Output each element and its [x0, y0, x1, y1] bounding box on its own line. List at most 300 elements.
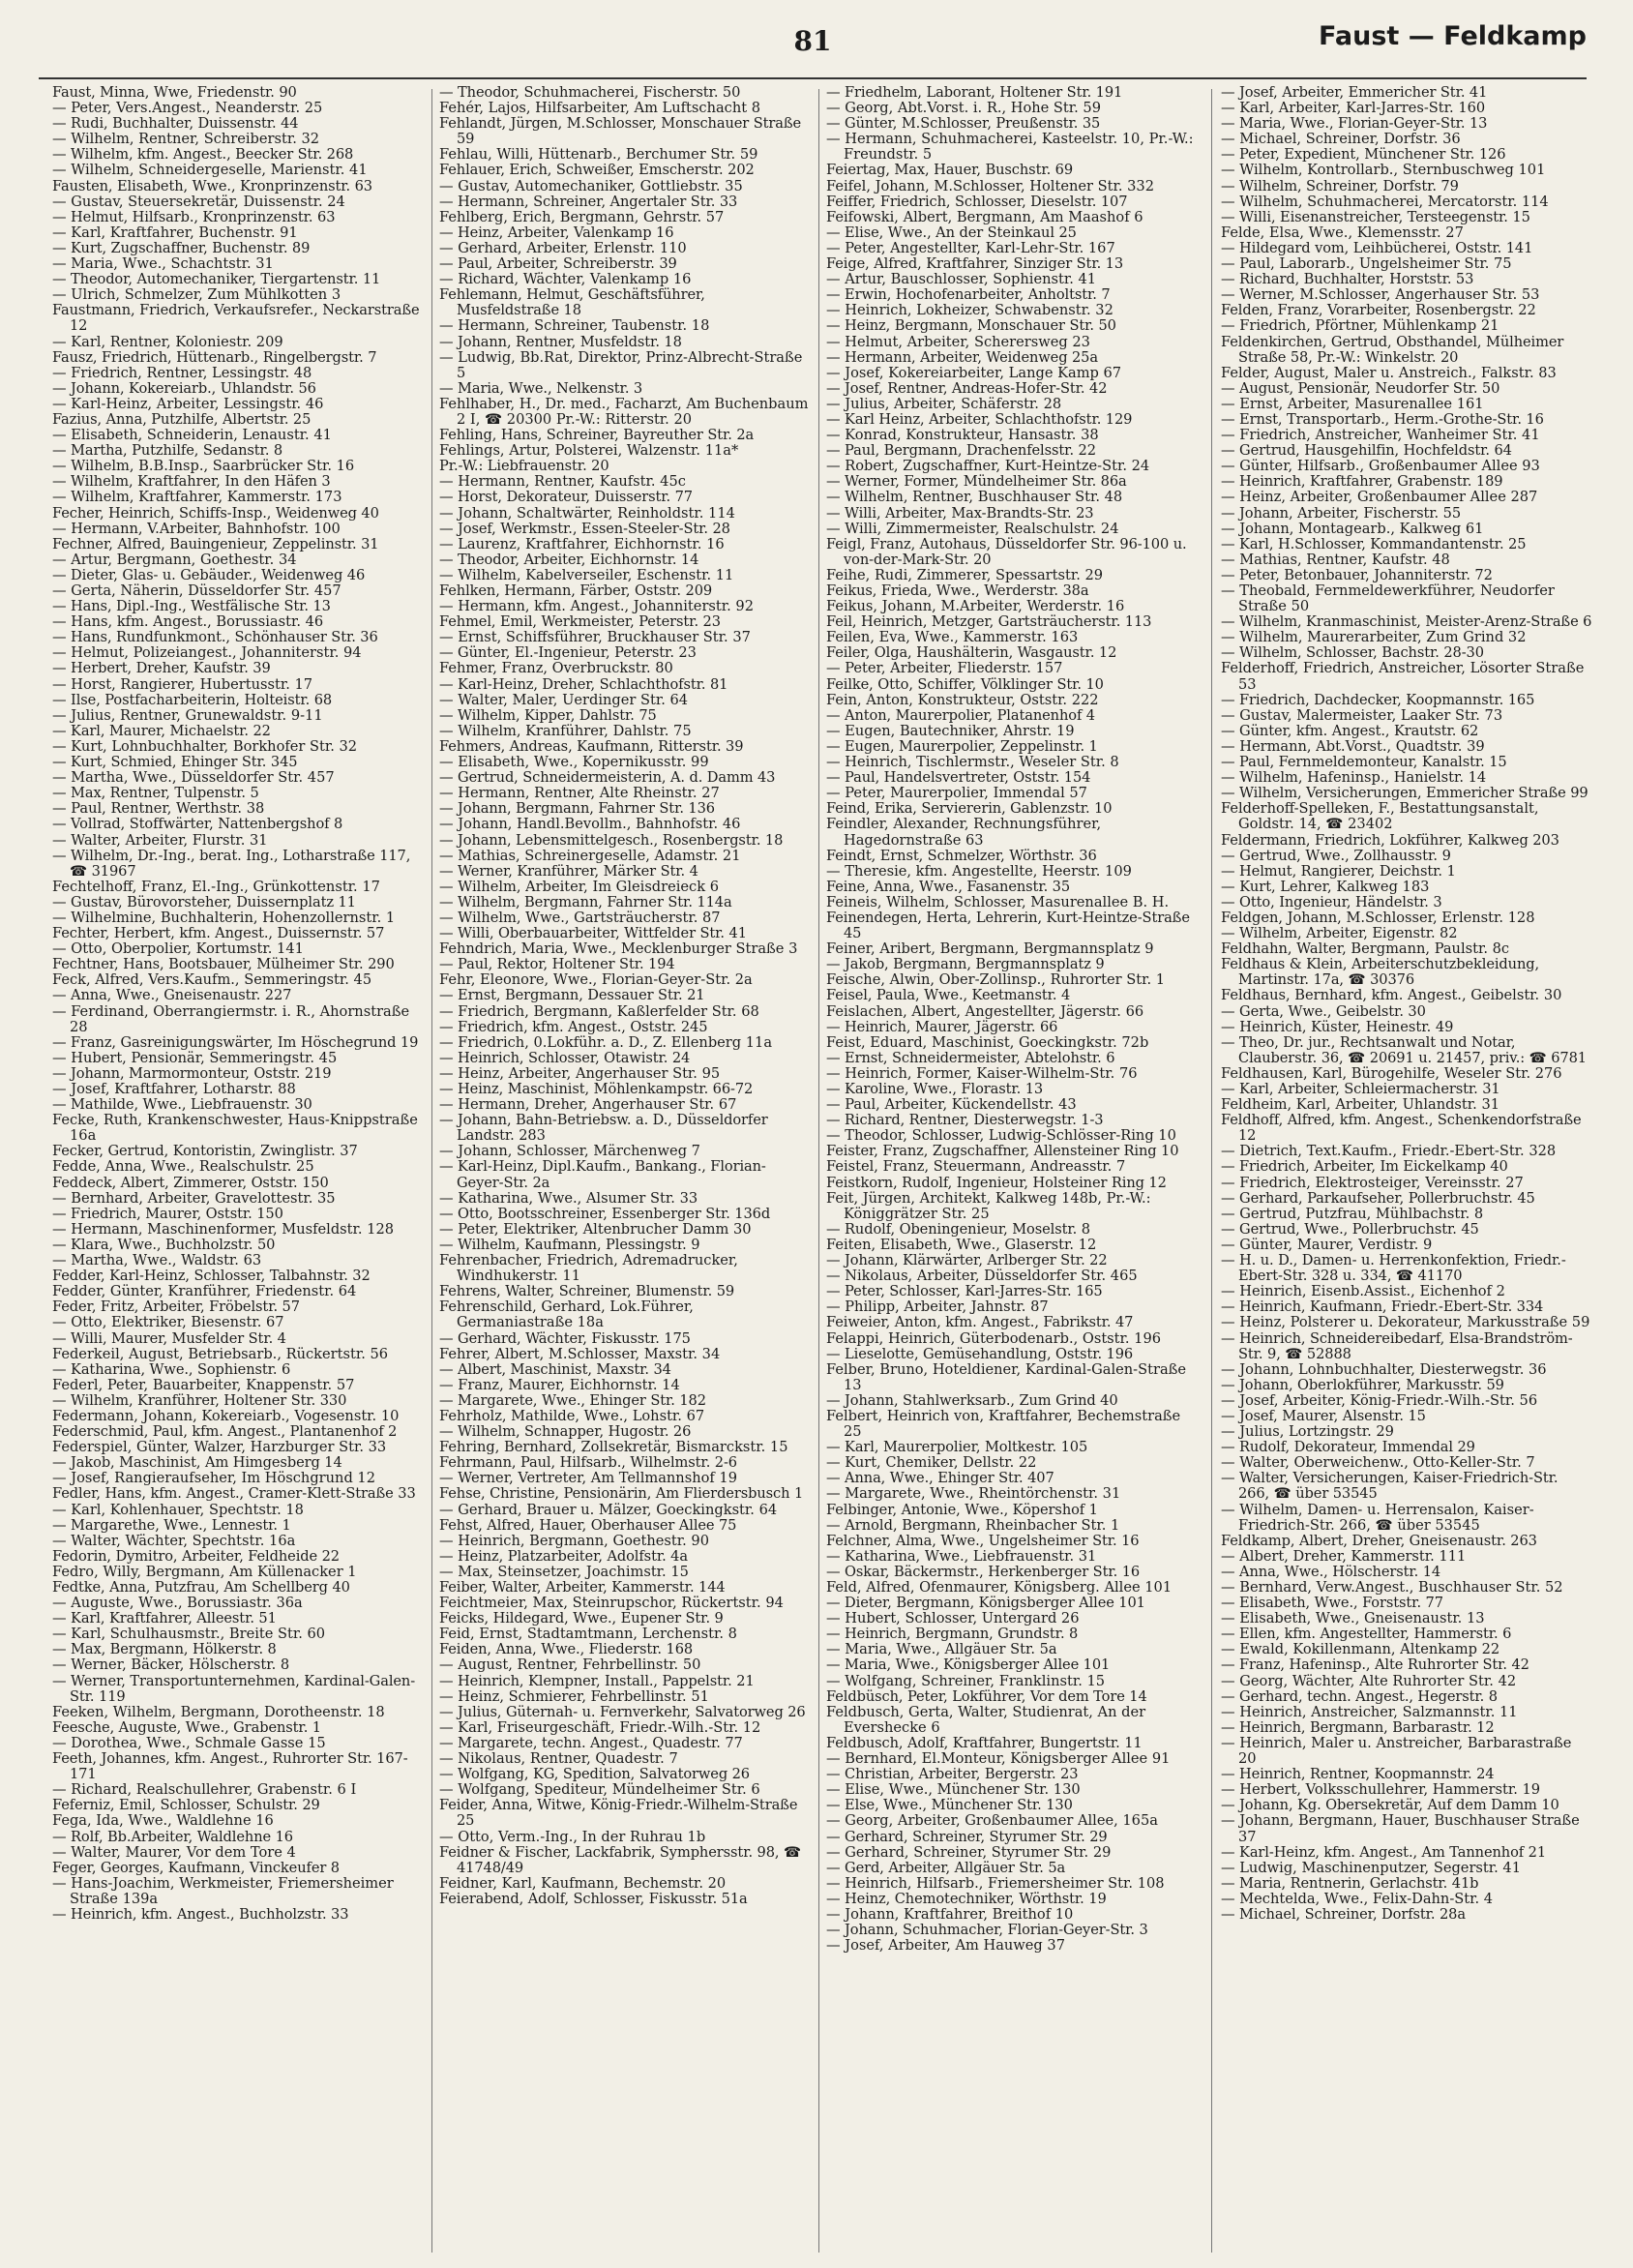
directory-entry: — Katharina, Wwe., Alsumer Str. 33: [439, 1189, 698, 1207]
directory-entry: Feil, Heinrich, Metzger, Gartsträucherstr. 113: [826, 613, 1152, 631]
directory-entry: — Peter, Betonbauer, Johanniterstr. 72: [1221, 566, 1493, 583]
directory-entry: — Artur, Bauschlosser, Sophienstr. 41: [826, 271, 1097, 288]
directory-entry: Feldhaus & Klein, Arbeiterschutzbekleidung, Martinstr. 17a, ☎ 30376: [1221, 956, 1540, 989]
directory-entry: — Theodor, Schuhmacherei, Fischerstr. 50: [439, 85, 741, 101]
directory-entry: — Wilhelm, Kontrollarb., Sternbuschweg 101: [1221, 162, 1546, 179]
directory-entry: — Walter, Arbeiter, Flurstr. 31: [52, 831, 268, 849]
directory-entry: — Heinrich, Schneidereibedarf, Elsa-Brandström-Str. 9, ☎ 52888: [1221, 1329, 1573, 1362]
directory-entry: Felber, Bruno, Hoteldiener, Kardinal-Galen-Straße 13: [826, 1360, 1187, 1393]
directory-entry: — Georg, Wächter, Alte Ruhrorter Str. 42: [1221, 1672, 1517, 1689]
directory-entry: — Wilhelm, Versicherungen, Emmericher Straße 99: [1221, 785, 1588, 802]
directory-entry: Feister, Franz, Zugschaffner, Allensteiner Ring 10: [826, 1143, 1179, 1160]
directory-entry: — Otto, Oberpolier, Kortumstr. 141: [52, 940, 304, 958]
directory-entry: — Paul, Bergmann, Drachenfelsstr. 22: [826, 442, 1096, 460]
directory-entry: — Wilhelm, Hafeninsp., Hanielstr. 14: [1221, 769, 1487, 787]
directory-entry: — Josef, Kokereiarbeiter, Lange Kamp 67: [826, 364, 1122, 381]
directory-entry: — Georg, Abt.Vorst. i. R., Hohe Str. 59: [826, 100, 1102, 117]
directory-entry: Fecher, Heinrich, Schiffs-Insp., Weidenweg 40: [52, 504, 379, 522]
directory-entry: — Wilhelm, Kaufmann, Plessingstr. 9: [439, 1236, 700, 1253]
directory-entry: — Walter, Maurer, Vor dem Tore 4: [52, 1843, 296, 1861]
directory-entry: — Josef, Kraftfahrer, Lotharstr. 88: [52, 1081, 296, 1097]
directory-entry: — Johann, Marmormonteur, Oststr. 219: [52, 1064, 332, 1082]
directory-entry: — Peter, Schlosser, Karl-Jarres-Str. 165: [826, 1283, 1103, 1300]
directory-entry: — Werner, Transportunternehmen, Kardinal-Galen-Str. 119: [52, 1672, 416, 1705]
directory-entry: — Gerta, Näherin, Düsseldorfer Str. 457: [52, 582, 341, 599]
directory-entry: Federspiel, Günter, Walzer, Harzburger Str. 33: [52, 1439, 387, 1456]
directory-entry: Fechtner, Hans, Bootsbauer, Mülheimer Str. 290: [52, 956, 395, 973]
directory-entry: — Hubert, Schlosser, Untergard 26: [826, 1610, 1080, 1627]
directory-column-1: [52, 85, 424, 2253]
directory-entry: — Theodor, Automechaniker, Tiergartenstr. 11: [52, 271, 381, 288]
directory-entry: Fehrholz, Mathilde, Wwe., Lohstr. 67: [439, 1407, 705, 1424]
directory-entry: — Friedrich, Anstreicher, Wanheimer Str. 41: [1221, 427, 1540, 444]
directory-entry: — Peter, Maurerpolier, Immendal 57: [826, 785, 1087, 802]
directory-entry: — Hermann, Abt.Vorst., Quadtstr. 39: [1221, 737, 1485, 755]
directory-entry: — Gustav, Automechaniker, Gottliebstr. 35: [439, 177, 743, 194]
directory-entry: Felder, August, Maler u. Anstreich., Falkstr. 83: [1221, 364, 1557, 381]
directory-entry: — Hans, Rundfunkmont., Schönhauser Str. 36: [52, 629, 378, 646]
directory-entry: — Elise, Wwe., An der Steinkaul 25: [826, 224, 1077, 241]
directory-entry: — Ludwig, Maschinenputzer, Segerstr. 41: [1221, 1859, 1521, 1876]
directory-entry: — Wilhelm, Schuhmacherei, Mercatorstr. 114: [1221, 193, 1549, 210]
directory-entry: — Oskar, Bäckermstr., Herkenberger Str. 16: [826, 1563, 1141, 1580]
directory-entry: — Heinz, Arbeiter, Großenbaumer Allee 287: [1221, 489, 1538, 506]
directory-entry: — Georg, Arbeiter, Großenbaumer Allee, 165a: [826, 1812, 1158, 1830]
directory-entry: Felde, Elsa, Wwe., Klemensstr. 27: [1221, 224, 1464, 241]
directory-entry: — Willi, Maurer, Musfelder Str. 4: [52, 1329, 286, 1347]
directory-entry: — Karl, H.Schlosser, Kommandantenstr. 25: [1221, 535, 1527, 552]
directory-entry: Fehlemann, Helmut, Geschäftsführer, Musfeldstraße 18: [439, 286, 705, 319]
directory-entry: — Katharina, Wwe., Sophienstr. 6: [52, 1360, 291, 1378]
directory-entry: — Johann, Schlosser, Märchenweg 7: [439, 1143, 700, 1160]
directory-entry: Feistkorn, Rudolf, Ingenieur, Holsteiner Ring 12: [826, 1174, 1167, 1191]
directory-entry: Feisel, Paula, Wwe., Keetmanstr. 4: [826, 987, 1071, 1004]
directory-entry: — Laurenz, Kraftfahrer, Eichhornstr. 16: [439, 535, 725, 552]
directory-entry: — Wolfgang, Schreiner, Franklinstr. 15: [826, 1672, 1106, 1689]
directory-entry: Faust, Minna, Wwe, Friedenstr. 90: [52, 85, 297, 101]
directory-entry: Fehring, Bernhard, Zollsekretär, Bismarckstr. 15: [439, 1439, 788, 1456]
directory-entry: — Karl, Maurer, Michaelstr. 22: [52, 722, 271, 739]
directory-entry: — Otto, Ingenieur, Händelstr. 3: [1221, 893, 1442, 910]
directory-entry: Fehrenschild, Gerhard, Lok.Führer, Germaniastraße 18a: [439, 1298, 694, 1331]
directory-entry: Feldhaus, Bernhard, kfm. Angest., Geibelstr. 30: [1221, 987, 1562, 1004]
directory-entry: — Maria, Wwe., Schachtstr. 31: [52, 255, 274, 273]
directory-entry: Felbert, Heinrich von, Kraftfahrer, Bechemstraße 25: [826, 1407, 1181, 1441]
directory-entry: — Heinrich, Maurer, Jägerstr. 66: [826, 1018, 1058, 1035]
directory-entry: Feifowski, Albert, Bergmann, Am Maashof 6: [826, 208, 1143, 225]
directory-entry: — Wilhelm, B.B.Insp., Saarbrücker Str. 16: [52, 458, 355, 475]
directory-entry: — Julius, Lortzingstr. 29: [1221, 1423, 1394, 1441]
directory-entry: Feddeck, Albert, Zimmerer, Oststr. 150: [52, 1174, 329, 1191]
directory-entry: — Gustav, Bürovorsteher, Duissernplatz 11: [52, 893, 356, 910]
column-divider: [818, 89, 819, 2253]
directory-entry: Fedtke, Anna, Putzfrau, Am Schellberg 40: [52, 1579, 350, 1596]
directory-entry: — Albert, Dreher, Kammerstr. 111: [1221, 1547, 1467, 1565]
directory-entry: — Josef, Arbeiter, Emmericher Str. 41: [1221, 85, 1488, 101]
directory-entry: Feistel, Franz, Steuermann, Andreasstr. 7: [826, 1158, 1126, 1176]
directory-entry: — Kurt, Lohnbuchhalter, Borkhofer Str. 32: [52, 737, 358, 755]
directory-entry: — Wilhelm, Schnapper, Hugostr. 26: [439, 1423, 692, 1441]
directory-entry: — Elisabeth, Schneiderin, Lenaustr. 41: [52, 427, 332, 444]
directory-entry: — Gerta, Wwe., Geibelstr. 30: [1221, 1002, 1426, 1020]
directory-entry: — Josef, Rangieraufseher, Im Höschgrund 12: [52, 1470, 375, 1487]
directory-entry: Feck, Alfred, Vers.Kaufm., Semmeringstr. 45: [52, 971, 372, 989]
directory-entry: — Johann, Handl.Bevollm., Bahnhofstr. 46: [439, 816, 741, 833]
directory-entry: — Eugen, Maurerpolier, Zeppelinstr. 1: [826, 737, 1098, 755]
directory-entry: Fehrens, Walter, Schreiner, Blumenstr. 59: [439, 1283, 735, 1300]
directory-entry: Feldbusch, Gerta, Walter, Studienrat, An der Eversheckе 6: [826, 1703, 1146, 1736]
directory-entry: — Friedrich, Bergmann, Kaßlerfelder Str. 68: [439, 1002, 759, 1020]
directory-entry: — Christian, Arbeiter, Bergerstr. 23: [826, 1766, 1079, 1783]
directory-entry: Feeth, Johannes, kfm. Angest., Ruhrorter Str. 167-171: [52, 1750, 408, 1783]
directory-entry: Feifel, Johann, M.Schlosser, Holtener Str. 332: [826, 177, 1154, 194]
directory-entry: — Josef, Werkmstr., Essen-Steeler-Str. 28: [439, 520, 730, 537]
directory-entry: Feigl, Franz, Autohaus, Düsseldorfer Str. 96-100 u. von-der-Mark-Str. 20: [826, 535, 1187, 568]
directory-entry: — Julius, Güternah- u. Fernverkehr, Salvatorweg 26: [439, 1703, 806, 1720]
directory-entry: — Horst, Dekorateur, Duisserstr. 77: [439, 489, 693, 506]
directory-entry: — Johann, Kokereiarb., Uhlandstr. 56: [52, 379, 316, 397]
directory-entry: — Karl Heinz, Arbeiter, Schlachthofstr. 129: [826, 410, 1133, 428]
directory-entry: — Wilhelm, Damen- u. Herrensalon, Kaiser-Friedrich-Str. 266, ☎ über 53545: [1221, 1501, 1534, 1534]
directory-entry: — Mechtelda, Wwe., Felix-Dahn-Str. 4: [1221, 1890, 1494, 1907]
directory-entry: Feiler, Olga, Haushälterin, Wasgaustr. 12: [826, 644, 1117, 662]
directory-entry: — Maria, Rentnerin, Gerlachstr. 41b: [1221, 1874, 1479, 1892]
directory-entry: — Werner, Bäcker, Hölscherstr. 8: [52, 1656, 290, 1674]
directory-entry: — Walter, Oberweichenw., Otto-Keller-Str. 7: [1221, 1454, 1535, 1472]
directory-entry: — Margarete, Wwe., Rheintörchenstr. 31: [826, 1485, 1121, 1503]
directory-entry: — Peter, Vers.Angest., Neanderstr. 25: [52, 100, 323, 117]
directory-entry: — Willi, Zimmermeister, Realschulstr. 24: [826, 520, 1119, 537]
directory-entry: — Johann, Montagearb., Kalkweg 61: [1221, 520, 1484, 537]
directory-entry: — Hermann, V.Arbeiter, Bahnhofstr. 100: [52, 520, 341, 537]
directory-entry: — Günter, Hilfsarb., Großenbaumer Allee 93: [1221, 458, 1540, 475]
directory-entry: Fecker, Gertrud, Kontoristin, Zwinglistr. 37: [52, 1143, 358, 1160]
directory-entry: Feldenkirchen, Gertrud, Obsthandel, Mülheimer Straße 58, Pr.-W.: Winkelstr. 20: [1221, 333, 1564, 366]
directory-entry: — Gustav, Malermeister, Laaker Str. 73: [1221, 706, 1503, 724]
directory-entry: — Wilhelm, Kranführer, Holtener Str. 330: [52, 1391, 347, 1409]
directory-entry: Fedro, Willy, Bergmann, Am Küllenacker 1: [52, 1563, 357, 1580]
directory-entry: Pr.-W.: Liebfrauenstr. 20: [439, 458, 609, 475]
directory-entry: — Wilhelm, kfm. Angest., Beecker Str. 268: [52, 146, 354, 164]
directory-entry: Feid, Ernst, Stadtamtmann, Lerchenstr. 8: [439, 1626, 737, 1643]
directory-entry: — Otto, Verm.-Ing., In der Ruhrau 1b: [439, 1828, 706, 1845]
directory-entry: — Peter, Expedient, Münchener Str. 126: [1221, 146, 1506, 164]
running-head: Faust — Feldkamp: [1319, 21, 1587, 51]
directory-entry: — H. u. D., Damen- u. Herrenkonfektion, Friedr.-Ebert-Str. 328 u. 334, ☎ 41170: [1221, 1252, 1566, 1285]
directory-entry: — Wilhelm, Bergmann, Fahrner Str. 114a: [439, 893, 732, 910]
directory-entry: — Johann, Kraftfahrer, Breithof 10: [826, 1905, 1074, 1923]
directory-entry: — Konrad, Konstrukteur, Hansastr. 38: [826, 427, 1099, 444]
directory-entry: Feindler, Alexander, Rechnungsführer, Hagedornstraße 63: [826, 816, 1102, 849]
directory-entry: — Friedrich, Maurer, Oststr. 150: [52, 1205, 283, 1222]
directory-entry: — Hermann, Maschinenformer, Musfeldstr. 128: [52, 1220, 395, 1238]
directory-entry: — Wilhelmine, Buchhalterin, Hohenzollernstr. 1: [52, 909, 396, 926]
directory-entry: — Ulrich, Schmelzer, Zum Mühlkotten 3: [52, 286, 341, 304]
directory-entry: Feit, Jürgen, Architekt, Kalkweg 148b, Pr.-W.: Königgrätzer Str. 25: [826, 1189, 1151, 1222]
directory-entry: — Richard, Realschullehrer, Grabenstr. 6 I: [52, 1781, 357, 1799]
directory-entry: — Philipp, Arbeiter, Jahnstr. 87: [826, 1298, 1049, 1316]
directory-entry: Feindt, Ernst, Schmelzer, Wörthstr. 36: [826, 847, 1097, 864]
directory-entry: — Johann, Schuhmacher, Florian-Geyer-Str. 3: [826, 1922, 1148, 1939]
directory-entry: — Anton, Maurerpolier, Platanenhof 4: [826, 706, 1095, 724]
directory-entry: Feine, Anna, Wwe., Fasanenstr. 35: [826, 878, 1071, 895]
directory-entry: — Anna, Wwe., Ehinger Str. 407: [826, 1470, 1054, 1487]
directory-entry: — Rudolf, Obeningenieur, Moselstr. 8: [826, 1220, 1090, 1238]
directory-entry: — Dietrich, Text.Kaufm., Friedr.-Ebert-Str. 328: [1221, 1143, 1557, 1160]
directory-entry: Feldbusch, Adolf, Kraftfahrer, Bungertstr. 11: [826, 1734, 1143, 1751]
directory-entry: — Wilhelm, Wwe., Gartsträucherstr. 87: [439, 909, 721, 926]
directory-entry: Fehlberg, Erich, Bergmann, Gehrstr. 57: [439, 208, 725, 225]
directory-entry: — Gerhard, techn. Angest., Hegerstr. 8: [1221, 1687, 1498, 1705]
directory-entry: — Wilhelm, Kranmaschinist, Meister-Arenz-Straße 6: [1221, 613, 1592, 631]
directory-entry: Fehlauer, Erich, Schweißer, Emscherstr. 202: [439, 162, 755, 179]
directory-entry: — Karl, Kraftfahrer, Alleestr. 51: [52, 1610, 277, 1627]
directory-entry: Feesche, Auguste, Wwe., Grabenstr. 1: [52, 1718, 321, 1736]
directory-entry: — Willi, Oberbauarbeiter, Wittfelder Str. 41: [439, 925, 747, 942]
directory-entry: Feislachen, Albert, Angestellter, Jägerstr. 66: [826, 1002, 1144, 1020]
directory-entry: — Wilhelm, Kipper, Dahlstr. 75: [439, 706, 657, 724]
directory-entry: Feiweier, Anton, kfm. Angest., Fabrikstr. 47: [826, 1314, 1134, 1331]
directory-entry: — Dieter, Glas- u. Gebäuder., Weidenweg 46: [52, 566, 366, 583]
directory-entry: — Herbert, Dreher, Kaufstr. 39: [52, 660, 271, 677]
directory-entry: — Ludwig, Bb.Rat, Direktor, Prinz-Albrecht-Straße 5: [439, 348, 803, 381]
directory-entry: — Heinz, Arbeiter, Valenkamp 16: [439, 224, 674, 241]
directory-entry: — Gerhard, Schreiner, Styrumer Str. 29: [826, 1843, 1112, 1861]
directory-entry: — Heinz, Platzarbeiter, Adolfstr. 4a: [439, 1547, 688, 1565]
directory-entry: Fehlhaber, H., Dr. med., Facharzt, Am Buchenbaum 2 I, ☎ 20300 Pr.-W.: Ritterstr. 20: [439, 395, 809, 428]
directory-entry: — Josef, Rentner, Andreas-Hofer-Str. 42: [826, 379, 1108, 397]
directory-entry: — Julius, Arbeiter, Schäferstr. 28: [826, 395, 1062, 412]
directory-entry: — Katharina, Wwe., Liebfrauenstr. 31: [826, 1547, 1097, 1565]
directory-entry: — Margarete, Wwe., Ehinger Str. 182: [439, 1391, 706, 1409]
directory-entry: — Gerd, Arbeiter, Allgäuer Str. 5a: [826, 1859, 1066, 1876]
directory-entry: Fazius, Anna, Putzhilfe, Albertstr. 25: [52, 410, 312, 428]
directory-entry: — Heinrich, Kraftfahrer, Grabenstr. 189: [1221, 473, 1503, 491]
directory-entry: — Theodor, Schlosser, Ludwig-Schlösser-Ring 10: [826, 1127, 1176, 1145]
directory-entry: — Wilhelm, Kraftfahrer, Kammerstr. 173: [52, 489, 342, 506]
directory-entry: Fehrmann, Paul, Hilfsarb., Wilhelmstr. 2-6: [439, 1454, 737, 1472]
directory-entry: — Günter, Maurer, Verdistr. 9: [1221, 1236, 1433, 1253]
directory-entry: — Anna, Wwe., Gneisenaustr. 227: [52, 987, 292, 1004]
directory-entry: — Hermann, Schuhmacherei, Kasteelstr. 10, Pr.-W.: Freundstr. 5: [826, 131, 1194, 164]
directory-entry: — Ernst, Transportarb., Herm.-Grothe-Str. 16: [1221, 410, 1544, 428]
directory-entry: Fehling, Hans, Schreiner, Bayreuther Str. 2a: [439, 427, 755, 444]
directory-entry: — Vollrad, Stoffwärter, Nattenbergshof 8: [52, 816, 343, 833]
directory-entry: — Paul, Arbeiter, Schreiberstr. 39: [439, 255, 677, 273]
directory-entry: — Horst, Rangierer, Hubertusstr. 17: [52, 675, 313, 693]
directory-entry: — Johann, Arbeiter, Fischerstr. 55: [1221, 504, 1461, 522]
page-number: 81: [793, 25, 832, 57]
directory-entry: Feist, Eduard, Maschinist, Goeckingkstr. 72b: [826, 1033, 1149, 1051]
page-header: [39, 21, 1587, 68]
directory-entry: — Werner, Kranführer, Märker Str. 4: [439, 862, 698, 880]
directory-entry: — Kurt, Schmied, Ehinger Str. 345: [52, 754, 298, 771]
directory-entry: — Johann, Bergmann, Hauer, Buschhauser Straße 37: [1221, 1812, 1580, 1845]
directory-column-2: [439, 85, 811, 2253]
directory-entry: Federschmid, Paul, kfm. Angest., Plantanenhof 2: [52, 1423, 398, 1441]
directory-entry: Feichtmeier, Max, Steinrupschor, Rückertstr. 94: [439, 1595, 784, 1612]
directory-entry: — Hubert, Pensionär, Semmeringstr. 45: [52, 1049, 338, 1066]
directory-entry: Faustmann, Friedrich, Verkaufsrefer., Neckarstraße 12: [52, 302, 420, 335]
directory-entry: — Heinz, Maschinist, Möhlenkampstr. 66-72: [439, 1081, 754, 1097]
directory-entry: Feilke, Otto, Schiffer, Völklinger Str. 10: [826, 675, 1104, 693]
directory-entry: — Heinrich, Maler u. Anstreicher, Barbarastraße 20: [1221, 1734, 1572, 1768]
directory-entry: — Jakob, Bergmann, Bergmannsplatz 9: [826, 956, 1105, 973]
directory-entry: Feierabend, Adolf, Schlosser, Fiskusstr. 51a: [439, 1890, 748, 1907]
directory-entry: — Robert, Zugschaffner, Kurt-Heintze-Str. 24: [826, 458, 1150, 475]
directory-entry: — Hermann, Rentner, Kaufstr. 45c: [439, 473, 686, 491]
directory-entry: Feiner, Aribert, Bergmann, Bergmannsplatz 9: [826, 940, 1154, 958]
directory-entry: — Mathias, Schreinergeselle, Adamstr. 21: [439, 847, 741, 864]
directory-entry: — Johann, Oberlokführer, Markusstr. 59: [1221, 1376, 1504, 1393]
directory-entry: — Günter, El.-Ingenieur, Peterstr. 23: [439, 644, 697, 662]
directory-entry: — Johann, Schaltwärter, Reinholdstr. 114: [439, 504, 735, 522]
directory-entry: — Franz, Gasreinigungswärter, Im Höschegrund 19: [52, 1033, 419, 1051]
directory-entry: — Karoline, Wwe., Florastr. 13: [826, 1081, 1044, 1097]
directory-entry: — Wilhelm, Schneidergeselle, Marienstr. 41: [52, 162, 368, 179]
directory-entry: — Wilhelm, Dr.-Ing., berat. Ing., Lotharstraße 117, ☎ 31967: [52, 847, 411, 880]
directory-entry: — Herbert, Volksschullehrer, Hammerstr. 19: [1221, 1781, 1541, 1799]
directory-entry: — Heinrich, Bergmann, Goethestr. 90: [439, 1532, 710, 1549]
directory-entry: — Wilhelm, Kraftfahrer, In den Häfen 3: [52, 473, 331, 491]
directory-entry: — Willi, Eisenanstreicher, Tersteegenstr. 15: [1221, 208, 1530, 225]
directory-entry: — Friedrich, Pförtner, Mühlenkamp 21: [1221, 317, 1499, 335]
directory-entry: — Margarete, techn. Angest., Quadestr. 77: [439, 1734, 743, 1751]
directory-entry: — Karl, Rentner, Koloniestr. 209: [52, 333, 283, 350]
directory-entry: — Klara, Wwe., Buchholzstr. 50: [52, 1236, 276, 1253]
directory-entry: — Johann, Stahlwerksarb., Zum Grind 40: [826, 1391, 1118, 1409]
directory-entry: — Mathias, Rentner, Kaufstr. 48: [1221, 551, 1450, 568]
directory-entry: — Gerhard, Wächter, Fiskusstr. 175: [439, 1329, 691, 1347]
column-divider: [431, 89, 432, 2253]
directory-entry: — Theresie, kfm. Angestellte, Heerstr. 109: [826, 862, 1132, 880]
directory-entry: Fedorin, Dymitro, Arbeiter, Feldheide 22: [52, 1547, 340, 1565]
directory-entry: Fechter, Herbert, kfm. Angest., Duissernstr. 57: [52, 925, 385, 942]
directory-entry: — Arnold, Bergmann, Rheinbacher Str. 1: [826, 1516, 1120, 1534]
directory-entry: — Günter, kfm. Angest., Krautstr. 62: [1221, 722, 1479, 739]
directory-entry: — Else, Wwe., Münchener Str. 130: [826, 1797, 1073, 1814]
directory-entry: — Maria, Wwe., Königsberger Allee 101: [826, 1656, 1111, 1674]
directory-entry: — Wilhelm, Rentner, Buschhauser Str. 48: [826, 489, 1123, 506]
directory-entry: — Hans, Dipl.-Ing., Westfälische Str. 13: [52, 598, 331, 615]
directory-entry: — Paul, Rektor, Holtener Str. 194: [439, 956, 675, 973]
directory-entry: — Rudi, Buchhalter, Duissenstr. 44: [52, 115, 299, 133]
directory-entry: — Nikolaus, Arbeiter, Düsseldorfer Str. 465: [826, 1268, 1138, 1285]
directory-entry: — Bernhard, El.Monteur, Königsberger Allee 91: [826, 1750, 1171, 1768]
directory-entry: — Eugen, Bautechniker, Ahrstr. 19: [826, 722, 1075, 739]
directory-entry: — Franz, Hafeninsp., Alte Ruhrorter Str. 42: [1221, 1656, 1529, 1674]
directory-entry: — August, Rentner, Fehrbellinstr. 50: [439, 1656, 701, 1674]
directory-entry: Federmann, Johann, Kokereiarb., Vogesenstr. 10: [52, 1407, 400, 1424]
directory-entry: Feider, Anna, Witwe, König-Friedr.-Wilhelm-Straße 25: [439, 1797, 798, 1830]
directory-entry: — Maria, Wwe., Florian-Geyer-Str. 13: [1221, 115, 1488, 133]
directory-entry: — Heinrich, Anstreicher, Salzmannstr. 11: [1221, 1703, 1518, 1720]
directory-entry: — Karl, Kraftfahrer, Buchenstr. 91: [52, 224, 298, 241]
directory-entry: — Hildegard vom, Leihbücherei, Oststr. 141: [1221, 239, 1533, 256]
directory-entry: — Wilhelm, Schlosser, Bachstr. 28-30: [1221, 644, 1484, 662]
directory-entry: — Heinrich, Bergmann, Grundstr. 8: [826, 1626, 1079, 1643]
directory-entry: — Walter, Versicherungen, Kaiser-Friedrich-Str. 266, ☎ über 53545: [1221, 1470, 1559, 1503]
directory-entry: — Karl, Arbeiter, Karl-Jarres-Str. 160: [1221, 100, 1486, 117]
directory-entry: Fehmers, Andreas, Kaufmann, Ritterstr. 39: [439, 737, 744, 755]
directory-entry: — Peter, Arbeiter, Fliederstr. 157: [826, 660, 1063, 677]
directory-entry: — Michael, Schreiner, Dorfstr. 28a: [1221, 1905, 1466, 1923]
directory-entry: — Heinrich, Klempner, Install., Pappelstr. 21: [439, 1672, 755, 1689]
directory-entry: Fehlandt, Jürgen, M.Schlosser, Monschauer Straße 59: [439, 115, 802, 148]
directory-entry: Feld, Alfred, Ofenmaurer, Königsberg. Allee 101: [826, 1579, 1173, 1596]
directory-entry: — Paul, Rentner, Werthstr. 38: [52, 800, 265, 818]
directory-entry: Feldhoff, Alfred, kfm. Angest., Schenkendorfstraße 12: [1221, 1112, 1582, 1145]
directory-entry: — Wilhelm, Arbeiter, Im Gleisdreieck 6: [439, 878, 720, 895]
directory-entry: — Jakob, Maschinist, Am Himgesberg 14: [52, 1454, 342, 1472]
directory-entry: Fehrenbacher, Friedrich, Adremadrucker, Windhukerstr. 11: [439, 1252, 738, 1285]
directory-entry: — Anna, Wwe., Hölscherstr. 14: [1221, 1563, 1441, 1580]
directory-entry: — Heinrich, Schlosser, Otawistr. 24: [439, 1049, 691, 1066]
directory-entry: Feder, Fritz, Arbeiter, Fröbelstr. 57: [52, 1298, 300, 1316]
directory-entry: Feger, Georges, Kaufmann, Vinckeufer 8: [52, 1859, 340, 1876]
directory-entry: — Friedrich, Arbeiter, Im Eickelkamp 40: [1221, 1158, 1508, 1176]
directory-entry: — Mathilde, Wwe., Liebfrauenstr. 30: [52, 1096, 312, 1114]
directory-entry: — Gertrud, Wwe., Zollhausstr. 9: [1221, 847, 1451, 864]
directory-entry: — Hermann, Rentner, Alte Rheinstr. 27: [439, 785, 720, 802]
directory-entry: — Hans-Joachim, Werkmeister, Friemersheimer Straße 139a: [52, 1874, 394, 1907]
directory-entry: — Erwin, Hochofenarbeiter, Anholtstr. 7: [826, 286, 1111, 304]
directory-entry: — Karl-Heinz, Arbeiter, Lessingstr. 46: [52, 395, 324, 412]
directory-entry: — Wilhelm, Maurerarbeiter, Zum Grind 32: [1221, 629, 1527, 646]
directory-entry: — Kurt, Lehrer, Kalkweg 183: [1221, 878, 1430, 895]
directory-entry: Feiffer, Friedrich, Schlosser, Dieselstr. 107: [826, 193, 1128, 210]
directory-entry: — Theobald, Fernmeldewerkführer, Neudorfer Straße 50: [1221, 582, 1555, 615]
directory-entry: — Max, Bergmann, Hölkerstr. 8: [52, 1641, 277, 1658]
directory-entry: Felden, Franz, Vorarbeiter, Rosenbergstr. 22: [1221, 302, 1536, 319]
directory-entry: — Richard, Wächter, Valenkamp 16: [439, 271, 692, 288]
directory-entry: — Günter, M.Schlosser, Preußenstr. 35: [826, 115, 1101, 133]
directory-entry: — Karl, Friseurgeschäft, Friedr.-Wilh.-Str. 12: [439, 1718, 761, 1736]
directory-entry: — Hermann, Dreher, Angerhauser Str. 67: [439, 1096, 737, 1114]
directory-entry: — Johann, Lohnbuchhalter, Diesterwegstr. 36: [1221, 1360, 1547, 1378]
directory-entry: — Ernst, Bergmann, Dessauer Str. 21: [439, 987, 705, 1004]
directory-entry: — Friedrich, Dachdecker, Koopmannstr. 165: [1221, 691, 1535, 708]
directory-entry: — Hermann, Schreiner, Taubenstr. 18: [439, 317, 710, 335]
directory-entry: — Heinrich, Bergmann, Barbarastr. 12: [1221, 1718, 1495, 1736]
directory-entry: — Wilhelm, Kabelverseiler, Eschenstr. 11: [439, 566, 734, 583]
directory-entry: — Heinrich, Lokheizer, Schwabenstr. 32: [826, 302, 1113, 319]
directory-entry: — Johann, Bahn-Betriebsw. a. D., Düsseldorfer Landstr. 283: [439, 1112, 768, 1145]
directory-entry: — Ernst, Arbeiter, Masurenallee 161: [1221, 395, 1484, 412]
directory-entry: — Gertrud, Wwe., Pollerbruchstr. 45: [1221, 1220, 1479, 1238]
directory-entry: — Helmut, Rangierer, Deichstr. 1: [1221, 862, 1456, 880]
directory-entry: — Richard, Rentner, Diesterwegstr. 1-3: [826, 1112, 1104, 1129]
directory-column-3: [826, 85, 1198, 2253]
directory-entry: Feldgen, Johann, M.Schlosser, Erlenstr. 128: [1221, 909, 1535, 926]
directory-entry: Feind, Erika, Serviererin, Gablenzstr. 10: [826, 800, 1113, 818]
directory-entry: — Artur, Bergmann, Goethestr. 34: [52, 551, 297, 568]
directory-entry: Fechner, Alfred, Bauingenieur, Zeppelinstr. 31: [52, 535, 379, 552]
header-rule: [39, 77, 1587, 79]
directory-entry: Feische, Alwin, Ober-Zollinsp., Ruhrorter Str. 1: [826, 971, 1166, 989]
directory-entry: — Theodor, Arbeiter, Eichhornstr. 14: [439, 551, 699, 568]
directory-entry: — Heinrich, Former, Kaiser-Wilhelm-Str. 76: [826, 1064, 1138, 1082]
directory-entry: Feiden, Anna, Wwe., Fliederstr. 168: [439, 1641, 694, 1658]
directory-entry: — Wilhelm, Rentner, Schreiberstr. 32: [52, 131, 320, 148]
directory-entry: Feldheim, Karl, Arbeiter, Uhlandstr. 31: [1221, 1096, 1500, 1114]
directory-entry: — Gerhard, Arbeiter, Erlenstr. 110: [439, 239, 687, 256]
directory-columns: [52, 85, 1590, 2253]
directory-entry: — Elisabeth, Wwe., Kopernikusstr. 99: [439, 754, 709, 771]
directory-entry: — Hans, kfm. Angest., Borussiastr. 46: [52, 613, 324, 631]
directory-entry: Feidner, Karl, Kaufmann, Bechemstr. 20: [439, 1874, 727, 1892]
directory-entry: Fehlau, Willi, Hüttenarb., Berchumer Str. 59: [439, 146, 758, 164]
